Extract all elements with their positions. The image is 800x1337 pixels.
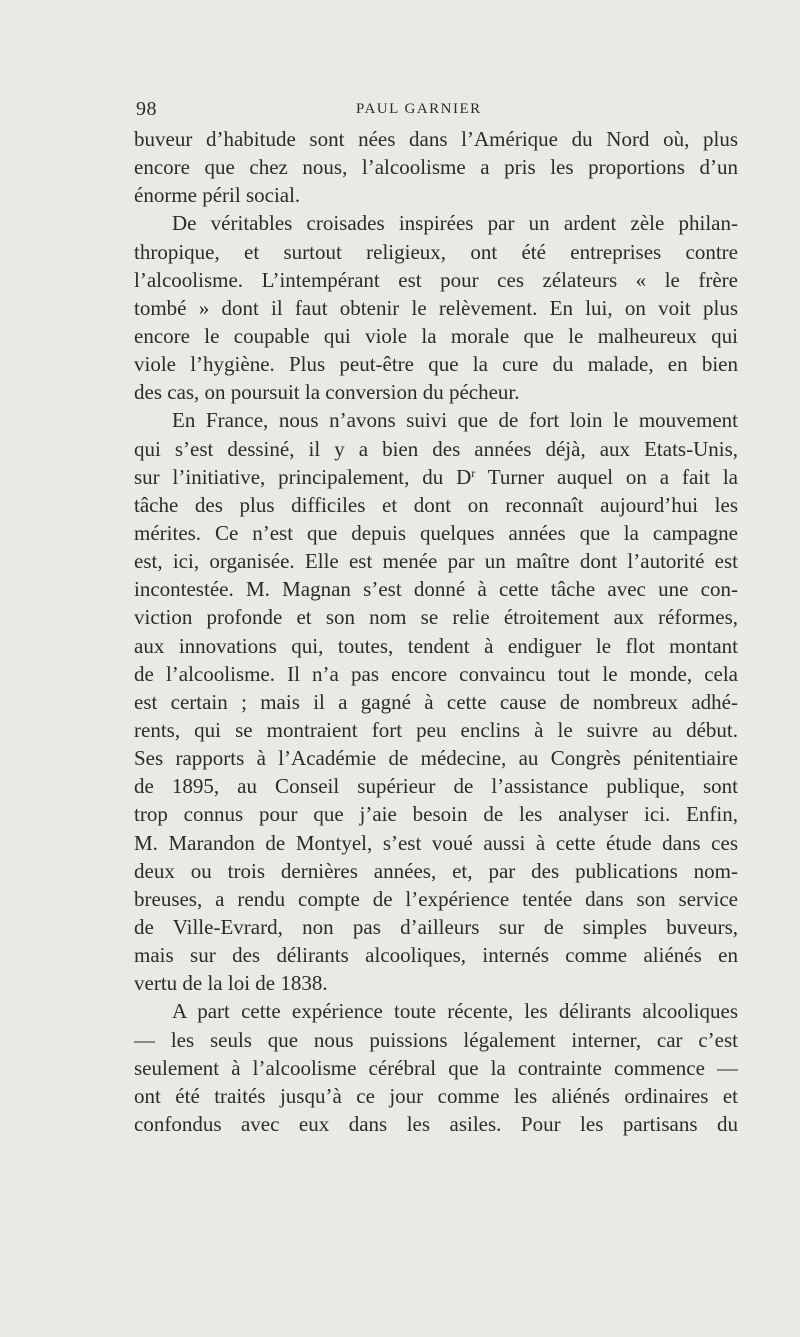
text-line: vertu de la loi de 1838. bbox=[134, 971, 328, 996]
text-line: rents, qui se montraient fort peu enclins à le suivre au début. bbox=[134, 717, 738, 742]
text-line: viction profonde et son nom se relie étroitement aux réformes, bbox=[134, 605, 738, 630]
text-line: M. Marandon de Montyel, s’est voué aussi à cette étude dans ces bbox=[134, 830, 738, 855]
text-line: — les seuls que nous puissions légalement interner, car c’est bbox=[134, 1027, 738, 1052]
text-line: mérites. Ce n’est que depuis quelques années que la campagne bbox=[134, 520, 738, 545]
running-title: PAUL GARNIER bbox=[356, 101, 482, 117]
text-line: Ses rapports à l’Académie de médecine, au Congrès pénitentiaire bbox=[134, 746, 738, 771]
text-line: tombé » dont il faut obtenir le relèvement. En lui, on voit plus bbox=[134, 295, 738, 320]
text-line: tâche des plus difficiles et dont on reconnaît aujourd’hui les bbox=[134, 492, 738, 517]
text-line: de 1895, au Conseil supérieur de l’assistance publique, sont bbox=[134, 774, 738, 799]
text-line: aux innovations qui, toutes, tendent à endiguer le flot montant bbox=[134, 633, 738, 658]
line-tail: Turner auquel on a fait la bbox=[475, 464, 739, 489]
text-line: encore que chez nous, l’alcoolisme a pris les proportions d’un bbox=[134, 155, 738, 180]
text-line: ont été traités jusqu’à ce jour comme les aliénés ordinaires et bbox=[134, 1083, 738, 1108]
text-line: encore le coupable qui viole la morale que le malheureux qui bbox=[134, 323, 738, 348]
text-line: de l’alcoolisme. Il n’a pas encore convaincu tout le monde, cela bbox=[134, 661, 738, 686]
text-line: est certain ; mais il a gagné à cette cause de nombreux adhé- bbox=[134, 689, 738, 714]
text-line: confondus avec eux dans les asiles. Pour les partisans du bbox=[134, 1111, 738, 1136]
text-line: des cas, on poursuit la conversion du pécheur. bbox=[134, 380, 520, 405]
text-line: trop connus pour que j’aie besoin de les analyser ici. Enfin, bbox=[134, 802, 738, 827]
text-line: incontestée. M. Magnan s’est donné à cette tâche avec une con- bbox=[134, 577, 738, 602]
text-line: breuses, a rendu compte de l’expérience tentée dans son service bbox=[134, 886, 738, 911]
text-line-with-superscript bbox=[134, 463, 738, 491]
superscript: r bbox=[471, 465, 476, 480]
text-line: En France, nous n’avons suivi que de fort loin le mouvement bbox=[172, 408, 738, 433]
text-line: deux ou trois dernières années, et, par des publications nom- bbox=[134, 858, 738, 883]
running-head bbox=[136, 98, 736, 124]
text-line: énorme péril social. bbox=[134, 183, 301, 208]
text-line: est, ici, organisée. Elle est menée par un maître dont l’autorité est bbox=[134, 549, 738, 574]
text-line: l’alcoolisme. L’intempérant est pour ces zélateurs « le frère bbox=[134, 267, 738, 292]
text-line: qui s’est dessiné, il y a bien des années déjà, aux Etats-Unis, bbox=[134, 436, 738, 461]
text-line: mais sur des délirants alcooliques, internés comme aliénés en bbox=[134, 943, 738, 968]
page-number: 98 bbox=[136, 98, 157, 120]
body-text bbox=[134, 125, 738, 1138]
text-line: seulement à l’alcoolisme cérébral que la contrainte commence — bbox=[134, 1055, 738, 1080]
text-line: De véritables croisades inspirées par un ardent zèle philan- bbox=[172, 211, 738, 236]
text-line: A part cette expérience toute récente, les délirants alcooliques bbox=[172, 999, 738, 1024]
text-line: de Ville-Evrard, non pas d’ailleurs sur de simples buveurs, bbox=[134, 914, 738, 939]
text-line: thropique, et surtout religieux, ont été entreprises contre bbox=[134, 239, 738, 264]
line-head: sur l’initiative, principalement, du D bbox=[134, 464, 472, 489]
text-line: viole l’hygiène. Plus peut-être que la cure du malade, en bien bbox=[134, 352, 738, 377]
text-line: buveur d’habitude sont nées dans l’Amérique du Nord où, plus bbox=[134, 127, 738, 151]
